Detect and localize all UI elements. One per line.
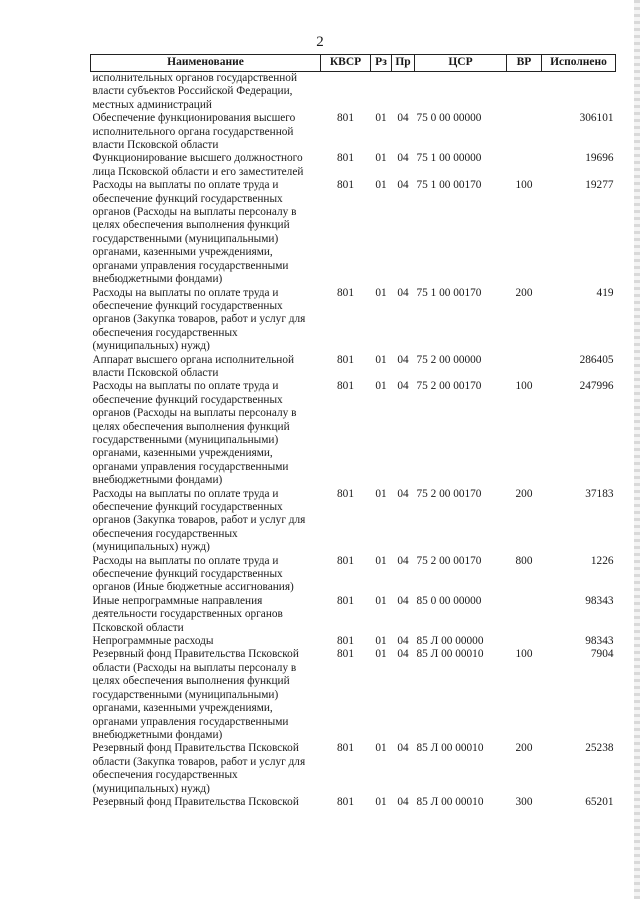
cell-csr (415, 72, 507, 113)
cell-vr: 100 (515, 380, 533, 393)
table-row (91, 112, 616, 152)
cell-rz: 01 (375, 795, 387, 808)
cell-done: 65201 (585, 795, 614, 808)
cell-name: Расходы на выплаты по оплате труда и обеспечение функций государственных органов (Закупка товаров, работ и услуг для обеспечения государственных (муниципальных) нужд) (92, 487, 306, 554)
cell-csr: 75 2 00 00170 (416, 554, 482, 567)
cell-rz (371, 72, 392, 113)
cell-rz: 01 (375, 179, 387, 192)
table-row (91, 742, 616, 796)
budget-table (90, 54, 616, 809)
cell-csr: 85 Л 00 00010 (416, 742, 484, 755)
cell-vr: 200 (515, 487, 533, 500)
table-row (91, 152, 616, 179)
cell-pr: 04 (397, 594, 409, 607)
cell-csr: 75 1 00 00170 (416, 286, 482, 299)
cell-done: 98343 (585, 635, 614, 648)
cell-done: 25238 (585, 742, 614, 755)
table-row (91, 796, 616, 809)
cell-kvsr: 801 (337, 152, 354, 165)
table-row (91, 287, 616, 354)
cell-done: 37183 (585, 487, 614, 500)
header-rz: Рз (371, 55, 392, 72)
cell-rz: 01 (375, 648, 387, 661)
cell-rz: 01 (375, 487, 387, 500)
cell-name: Функционирование высшего должностного лица Псковской области и его заместителей (92, 152, 304, 178)
cell-kvsr: 801 (337, 635, 354, 648)
cell-pr: 04 (397, 487, 409, 500)
cell-kvsr: 801 (337, 795, 354, 808)
cell-kvsr: 801 (337, 594, 354, 607)
table-row (91, 72, 616, 113)
cell-done: 419 (596, 286, 614, 299)
cell-kvsr: 801 (337, 380, 354, 393)
cell-rz: 01 (375, 742, 387, 755)
cell-csr: 85 Л 00 00010 (416, 795, 484, 808)
cell-csr: 75 2 00 00170 (416, 487, 482, 500)
cell-csr: 75 1 00 00000 (416, 152, 482, 165)
page-number: 2 (316, 34, 324, 50)
cell-csr: 75 1 00 00170 (416, 179, 482, 192)
cell-vr (507, 595, 542, 635)
cell-pr: 04 (397, 112, 409, 125)
cell-kvsr: 801 (337, 112, 354, 125)
cell-kvsr: 801 (337, 648, 354, 661)
cell-vr (507, 635, 542, 648)
cell-name: Аппарат высшего органа исполнительной власти Псковской области (92, 353, 295, 379)
cell-done: 247996 (579, 380, 614, 393)
cell-done: 1226 (590, 554, 614, 567)
cell-kvsr: 801 (337, 742, 354, 755)
table-row (91, 595, 616, 635)
cell-pr: 04 (397, 648, 409, 661)
cell-rz: 01 (375, 554, 387, 567)
cell-rz: 01 (375, 112, 387, 125)
cell-vr (507, 354, 542, 381)
header-csr: ЦСР (415, 55, 507, 72)
cell-done: 286405 (579, 353, 614, 366)
table-row (91, 488, 616, 555)
cell-kvsr: 801 (337, 353, 354, 366)
header-name: Наименование (91, 55, 321, 72)
table-row (91, 635, 616, 648)
cell-vr: 100 (515, 648, 533, 661)
cell-kvsr: 801 (337, 179, 354, 192)
cell-pr: 04 (397, 380, 409, 393)
table-row (91, 179, 616, 286)
cell-rz: 01 (375, 286, 387, 299)
cell-name: Непрограммные расходы (92, 635, 214, 648)
cell-name: Резервный фонд Правительства Псковской области (Закупка товаров, работ и услуг для обеспечения государственных (муниципальных) нужд) (92, 742, 306, 795)
header-vr: ВР (507, 55, 542, 72)
cell-vr: 200 (515, 742, 533, 755)
header-pr: Пр (392, 55, 415, 72)
cell-name: Расходы на выплаты по оплате труда и обеспечение функций государственных органов (Расходы на выплаты персоналу в целях обеспечения выполнения функций государственными (муниципальными) органами, казенными учреждениями, органами управления государственными внебюджетными фондами) (92, 179, 297, 286)
cell-pr: 04 (397, 179, 409, 192)
table-row (91, 354, 616, 381)
cell-name: Обеспечение функционирования высшего исполнительного органа государственной власти Псковской области (92, 112, 296, 152)
table-header-row (91, 55, 616, 72)
cell-vr: 800 (515, 554, 533, 567)
cell-vr: 300 (515, 795, 533, 808)
cell-done: 7904 (590, 648, 614, 661)
table-row (91, 555, 616, 595)
header-done: Исполнено (542, 55, 616, 72)
cell-name: Резервный фонд Правительства Псковской области (Расходы на выплаты персоналу в целях обеспечения выполнения функций государственными (муниципальными) органами, казенными учреждениями, органами управления государственными внебюджетными фондами) (92, 648, 299, 741)
cell-pr: 04 (397, 635, 409, 648)
cell-pr: 04 (397, 742, 409, 755)
table-row (91, 380, 616, 487)
cell-vr: 100 (515, 179, 533, 192)
cell-vr: 200 (515, 286, 533, 299)
cell-csr: 75 0 00 00000 (416, 112, 482, 125)
cell-csr: 85 0 00 00000 (416, 594, 482, 607)
cell-name: Иные непрограммные направления деятельности государственных органов Псковской области (92, 594, 283, 634)
cell-vr (507, 72, 542, 113)
cell-rz: 01 (375, 635, 387, 648)
cell-pr (392, 72, 415, 113)
cell-kvsr: 801 (337, 554, 354, 567)
cell-csr: 75 2 00 00170 (416, 380, 482, 393)
header-kvsr: КВСР (321, 55, 371, 72)
cell-done: 306101 (579, 112, 614, 125)
cell-name: Расходы на выплаты по оплате труда и обеспечение функций государственных органов (Расходы на выплаты персоналу в целях обеспечения выполнения функций государственными (муниципальными) органами, казенными учреждениями, органами управления государственными внебюджетными фондами) (92, 380, 297, 487)
cell-name: Расходы на выплаты по оплате труда и обеспечение функций государственных органов (Закупка товаров, работ и услуг для обеспечения государственных (муниципальных) нужд) (92, 286, 306, 353)
cell-rz: 01 (375, 152, 387, 165)
cell-kvsr: 801 (337, 487, 354, 500)
cell-csr: 85 Л 00 00000 (416, 635, 484, 648)
cell-vr (507, 152, 542, 179)
cell-rz: 01 (375, 380, 387, 393)
cell-pr: 04 (397, 152, 409, 165)
table-row (91, 648, 616, 742)
cell-done: 98343 (585, 594, 614, 607)
cell-rz: 01 (375, 594, 387, 607)
scan-edge (634, 0, 640, 899)
cell-kvsr: 801 (337, 286, 354, 299)
cell-name: Расходы на выплаты по оплате труда и обеспечение функций государственных органов (Иные бюджетные ассигнования) (92, 554, 294, 594)
cell-done (542, 72, 616, 113)
cell-pr: 04 (397, 286, 409, 299)
cell-pr: 04 (397, 554, 409, 567)
cell-name: Резервный фонд Правительства Псковской (92, 795, 299, 808)
cell-csr: 85 Л 00 00010 (416, 648, 484, 661)
cell-kvsr (321, 72, 371, 113)
cell-pr: 04 (397, 795, 409, 808)
cell-csr: 75 2 00 00000 (416, 353, 482, 366)
cell-rz: 01 (375, 353, 387, 366)
cell-name: исполнительных органов государственной власти субъектов Российской Федерации, местных администраций (92, 72, 297, 111)
cell-done: 19277 (585, 179, 614, 192)
cell-done: 19696 (585, 152, 614, 165)
cell-pr: 04 (397, 353, 409, 366)
cell-vr (507, 112, 542, 152)
